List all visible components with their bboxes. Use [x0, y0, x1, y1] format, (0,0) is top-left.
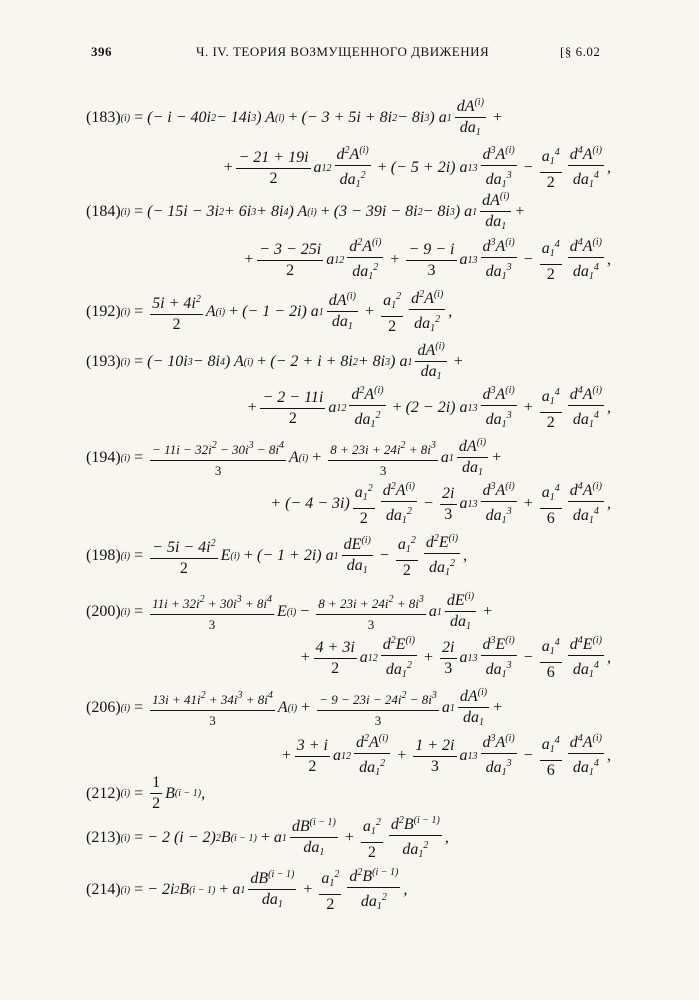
- eq-label: (194): [86, 449, 121, 466]
- eq-206-line2: + 3 + i 2 a 1 2 $d^2A^{(i)}$ $da_1^2$ + $\frac{1 + 2i}{3}$ a 1 3 $d^3A^{(i)}$ $da_1^3$ − $\frac{a_1^4}{6}$ $d^4A^{(i)}$ $da_1^4$ ,: [281, 730, 611, 782]
- eq-192: (192) (i) = $\frac{5i + 4i^2}{2}$ A (i) + (− 1 − 2i) a 1 $dA^{(i)}$ $da_1$ + $\frac{a_1^2}{2}$ $d^2A^{(i)}$ $da_1^2$ ,: [86, 286, 452, 338]
- eq-206-line1: (206) (i) = $\frac{13i + 41i^2 + 34i^3 + 8i^4}{3}$ A (i) + $\frac{- 9 - 23i - 24i^2 - 8i^3}{3}$ a 1 $dA^{(i)}$ $da_1$ +: [86, 684, 503, 732]
- eq-label: (184): [86, 203, 121, 220]
- eq-193-line1: (193) (i) = (− 10i 3 − 8i 4 ) A (i) + (− 2 + i + 8i 2 + 8i 3 ) a 1 $dA^{(i)}$ $da_1$ +: [86, 338, 467, 386]
- page-number: 396: [91, 44, 112, 59]
- eq-200-line2: + 4 + 3i 2 a 1 2 $d^2E^{(i)}$ $da_1^2$ + $\frac{2i}{3}$ a 1 3 $d^3E^{(i)}$ $da_1^3$ − $\frac{a_1^4}{6}$ $d^4E^{(i)}$ $da_1^4$ ,: [300, 632, 611, 684]
- eq-193-line2: + − 2 − 11i 2 a 1 2 $d^2A^{(i)}$ $da_1^2$ + (2 − 2i) a 1 3 $d^3A^{(i)}$ $da_1^3$ + $\frac{a_1^4}{2}$ $d^4A^{(i)}$ $da_1^4$ ,: [247, 382, 611, 434]
- eq-200-line1: (200) (i) = $\frac{11i + 32i^2 + 30i^3 + 8i^4}{3}$ E (i) − $\frac{8 + 23i + 24i^2 + 8i^3}{3}$ a 1 $dE^{(i)}$ $da_1$ +: [86, 588, 496, 636]
- eq-label: (192): [86, 303, 121, 320]
- eq-183-line2: + − 21 + 19i 2 a 1 2 $d^2A^{(i)}$ $da_1^2$ + (− 5 + 2i) a 1 3 $d^3A^{(i)}$ $da_1^3$ − $\frac{a_1^4}{2}$ $d^4A^{(i)}$ $da_1^4$ ,: [223, 142, 611, 194]
- eq-183-line1: (183) (i) = (− i − 40i 2 − 14i 3 ) A (i) + (− 3 + 5i + 8i 2 − 8i 3 ) a 1 $dA^{(i)}$ $da_1$ +: [86, 94, 506, 142]
- eq-198: (198) (i) = $\frac{- 5i - 4i^2}{2}$ E (i) + (− 1 + 2i) a 1 $dE^{(i)}$ $da_1$ − $\frac{a_1^2}{2}$ $d^2E^{(i)}$ $da_1^2$ ,: [86, 530, 467, 582]
- eq-212: (212) (i) = $\frac{1}{2}$ B (i − 1) ,: [86, 774, 206, 812]
- eq-214: (214) (i) = − 2i 2 B (i − 1) + a 1 $dB^{(i - 1)}$ $da_1$ + $\frac{a_1^2}{2}$ $d^2B^{(i - 1)}$ $da_1^2$ ,: [86, 864, 407, 916]
- eq-label: (214): [86, 881, 121, 898]
- eq-label: (198): [86, 547, 121, 564]
- eq-label: (183): [86, 109, 121, 126]
- eq-194-line1: (194) (i) = $\frac{- 11i - 32i^2 - 30i^3 - 8i^4}{3}$ A (i) + $\frac{8 + 23i + 24i^2 + 8i^3}{3}$ a 1 $dA^{(i)}$ $da_1$ +: [86, 434, 502, 482]
- eq-213: (213) (i) = − 2 (i − 2) 2 B (i − 1) + a 1 $dB^{(i - 1)}$ $da_1$ + $\frac{a_1^2}{2}$ $d^2B^{(i - 1)}$ $da_1^2$ ,: [86, 812, 449, 864]
- running-title: Ч. IV. ТЕОРИЯ ВОЗМУЩЕННОГО ДВИЖЕНИЯ: [196, 44, 490, 59]
- eq-194-line2: + (− 4 − 3i) $a_1^2$ 2 $d^2A^{(i)}$ $da_1^2$ − $\frac{2i}{3}$ a 1 3 $d^3A^{(i)}$ $da_1^3$ + $\frac{a_1^4}{6}$ $d^4A^{(i)}$ $da_1^4$ ,: [270, 478, 611, 530]
- eq-label: (193): [86, 353, 121, 370]
- eq-184-line1: (184) (i) = (− 15i − 3i 2 + 6i 3 + 8i 4 ) A (i) + (3 − 39i − 8i 2 − 8i 3 ) a 1 $dA^{(i)}$ $da_1$ +: [86, 188, 525, 236]
- eq-184-line2: + − 3 − 25i 2 a 1 2 $d^2A^{(i)}$ $da_1^2$ + $\frac{- 9 - i}{3}$ a 1 3 $d^3A^{(i)}$ $da_1^3$ − $\frac{a_1^4}{2}$ $d^4A^{(i)}$ $da_1^4$ ,: [243, 234, 611, 286]
- eq-label: (200): [86, 603, 121, 620]
- section-ref: [§ 6.02: [560, 44, 601, 59]
- eq-label: (206): [86, 699, 121, 716]
- eq-label: (213): [86, 829, 121, 846]
- eq-label: (212): [86, 784, 121, 802]
